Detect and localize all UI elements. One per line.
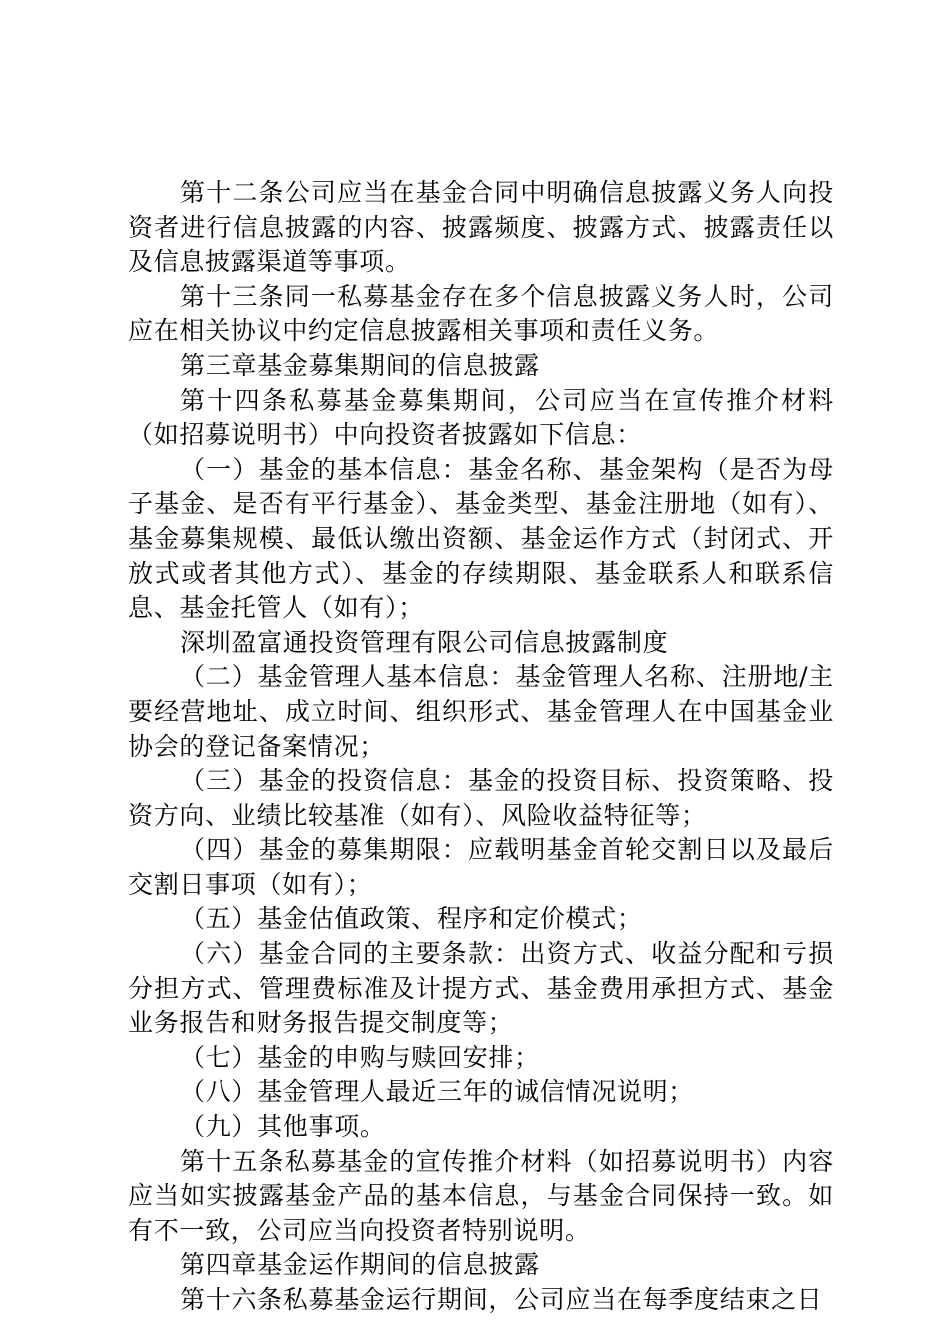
item-9: （九）其他事项。 [180,1112,386,1142]
article-14: 第十四条私募基金募集期间，公司应当在宣传推介材料（如招募说明书）中向投资者披露如下信息： [128,385,834,450]
item-1: （一）基金的基本信息：基金名称、基金架构（是否为母子基金、是否有平行基金）、基金类型、基金注册地（如有）、基金募集规模、最低认缴出资额、基金运作方式（封闭式、开放式或者其他方式）、基金的存续期限、基金联系人和联系信息、基金托管人（如有）； [128,454,834,623]
article-12: 第十二条公司应当在基金合同中明确信息披露义务人向投资者进行信息披露的内容、披露频度、披露方式、披露责任以及信息披露渠道等事项。 [128,178,834,277]
company-title: 深圳盈富通投资管理有限公司信息披露制度 [180,627,669,657]
item-8: （八）基金管理人最近三年的诚信情况说明； [180,1077,695,1107]
item-6: （六）基金合同的主要条款：出资方式、收益分配和亏损分担方式、管理费标准及计提方式、基金费用承担方式、基金业务报告和财务报告提交制度等； [128,939,834,1038]
chapter-4-heading: 第四章基金运作期间的信息披露 [180,1250,540,1280]
article-15: 第十五条私募基金的宣传推介材料（如招募说明书）内容应当如实披露基金产品的基本信息，与基金合同保持一致。如有不一致，公司应当向投资者特别说明。 [128,1146,834,1245]
item-3: （三）基金的投资信息：基金的投资目标、投资策略、投资方向、业绩比较基准（如有）、风险收益特征等； [128,766,834,830]
item-7: （七）基金的申购与赎回安排； [180,1042,540,1072]
chapter-3-heading: 第三章基金募集期间的信息披露 [180,350,540,380]
article-13: 第十三条同一私募基金存在多个信息披露义务人时，公司应在相关协议中约定信息披露相关事项和责任义务。 [128,281,834,346]
item-5: （五）基金估值政策、程序和定价模式； [180,904,643,934]
document-body [128,176,834,1318]
article-16: 第十六条私募基金运行期间，公司应当在每季度结束之日 [180,1285,823,1314]
item-2: （二）基金管理人基本信息：基金管理人名称、注册地/主要经营地址、成立时间、组织形式、基金管理人在中国基金业协会的登记备案情况； [128,662,834,761]
item-4: （四）基金的募集期限：应载明基金首轮交割日以及最后交割日事项（如有）； [128,835,834,899]
